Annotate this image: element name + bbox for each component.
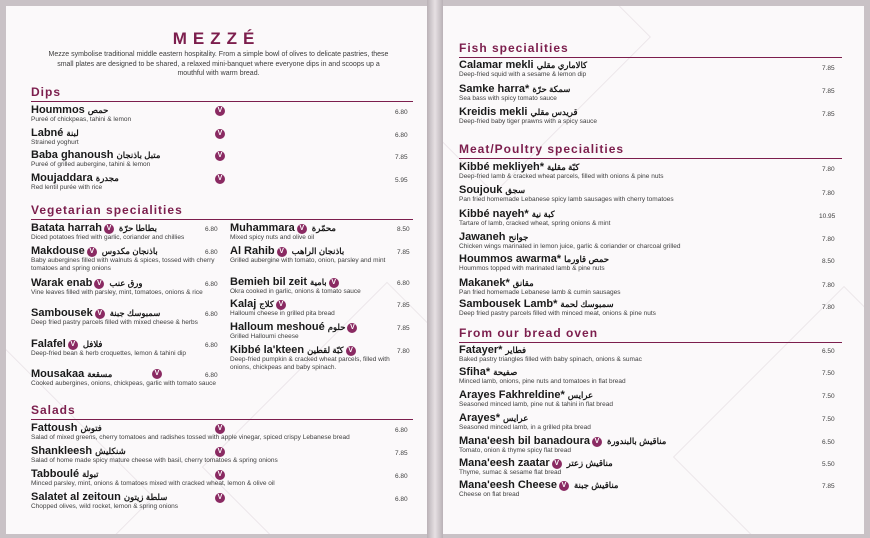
item-description: Tartare of lamb, cracked wheat, spring onions & mint [459, 220, 611, 227]
item-arabic: صفيحة [493, 367, 518, 377]
item-name: Kibbé nayeh* [459, 208, 529, 220]
section-divider [31, 101, 413, 102]
item-name: Hoummos [31, 104, 85, 116]
menu-item [459, 161, 809, 181]
item-arabic: مجدرة [95, 173, 119, 183]
vegetarian-icon: V [215, 447, 225, 457]
menu-item [31, 149, 381, 169]
vegetarian-icon: V [215, 470, 225, 480]
item-description: Pan fried homemade Lebanese lamb & cumin sausages [459, 289, 621, 296]
item-description: Pureé of chickpeas, tahini & lemon [31, 116, 132, 123]
item-arabic: عرايس [502, 413, 529, 423]
item-description: Okra cooked in garlic, onions & tomato sauce [230, 288, 361, 295]
item-arabic: بطاطا حرّة [118, 223, 157, 233]
item-price: 5.50 [822, 461, 835, 468]
item-description: Halloumi cheese in grilled pita bread [230, 310, 335, 317]
menu-item [459, 208, 809, 228]
menu-item [230, 276, 405, 296]
item-arabic: تبولة [82, 469, 99, 479]
item-price: 6.80 [395, 427, 408, 434]
item-description: Deep-fried baby tiger prawns with a spicy sauce [459, 118, 598, 125]
item-arabic: كالاماري مقلي [536, 60, 588, 70]
book-spine [427, 0, 443, 538]
item-price: 6.50 [822, 439, 835, 446]
item-description: Strained yoghurt [31, 139, 79, 146]
vegetarian-icon: V [276, 300, 286, 310]
item-arabic: كلاج [259, 299, 274, 309]
right-menu-page [443, 6, 864, 534]
vegetarian-icon: V [346, 346, 356, 356]
menu-item [31, 307, 221, 327]
item-price: 6.80 [395, 132, 408, 139]
vegetarian-icon: V [215, 106, 225, 116]
item-name: Arayes Fakhreldine* [459, 389, 565, 401]
item-arabic: قريدس مقلي [530, 107, 578, 117]
item-price: 6.80 [205, 249, 218, 256]
vegetarian-icon: V [215, 493, 225, 503]
item-name: Samke harra* [459, 83, 530, 95]
item-name: Kalaj [230, 298, 257, 310]
menu-item [230, 298, 405, 318]
item-name: Batata harrah [31, 222, 102, 234]
item-price: 7.80 [822, 282, 835, 289]
item-arabic: شنكليش [95, 446, 126, 456]
dips-heading: Dips [31, 85, 62, 99]
item-description: Grilled Halloumi cheese [230, 333, 299, 340]
item-description: Thyme, sumac & sesame flat bread [459, 469, 562, 476]
item-price: 7.85 [822, 111, 835, 118]
item-price: 7.85 [822, 65, 835, 72]
vegetarian-icon: V [215, 174, 225, 184]
item-name: Fatayer* [459, 344, 503, 356]
item-arabic: متبل باذنجان [116, 150, 161, 160]
menu-item [459, 184, 809, 204]
item-description: Tomato, onion & thyme spicy flat bread [459, 447, 572, 454]
item-arabic: سلطة زيتون [123, 492, 168, 502]
item-name: Arayes* [459, 412, 500, 424]
vegetarian-icon: V [152, 369, 162, 379]
section-divider [459, 342, 842, 343]
menu-item [459, 344, 809, 364]
item-name: Moujaddara [31, 172, 93, 184]
item-arabic: ورق عنب [109, 278, 143, 288]
menu-item [230, 321, 405, 341]
vegetarian-icon: V [215, 151, 225, 161]
item-arabic: عرايس [567, 390, 594, 400]
item-description: Deep fried pastry parcels filled with mixed cheese & herbs [31, 319, 198, 326]
item-description: Minced parsley, mint, onions & tomatoes mixed with cracked wheat, lemon & olive oil [31, 480, 275, 487]
item-arabic: سمبوسك لحمة [560, 299, 614, 309]
vegetarian-icon: V [104, 224, 114, 234]
item-description: Deep-fried squid with a sesame & lemon dip [459, 71, 587, 78]
item-price: 6.80 [395, 473, 408, 480]
item-name: Al Rahib [230, 245, 275, 257]
item-name: Calamar mekli [459, 59, 534, 71]
item-price: 7.50 [822, 370, 835, 377]
item-price: 8.50 [822, 258, 835, 265]
item-name: Muhammara [230, 222, 295, 234]
item-arabic: سجق [505, 185, 526, 195]
item-name: Soujouk [459, 184, 503, 196]
item-price: 7.85 [397, 249, 410, 256]
item-description: Deep-fried bean & herb croquettes, lemon & tahini dip [31, 350, 187, 357]
menu-item [31, 104, 381, 124]
item-price: 6.80 [205, 372, 218, 379]
menu-item [31, 127, 381, 147]
item-price: 7.85 [395, 450, 408, 457]
item-arabic: فطاير [505, 345, 527, 355]
item-name: Makdouse [31, 245, 85, 257]
menu-item [459, 231, 809, 251]
section-divider [459, 158, 842, 159]
vegetarian-icon: V [215, 129, 225, 139]
item-arabic: بامية [310, 277, 327, 287]
item-arabic: مسقعة [87, 369, 113, 379]
item-name: Kibbé la'kteen [230, 344, 305, 356]
vegetarian-icon: V [68, 340, 78, 350]
section-divider [31, 219, 413, 220]
bread-heading: From our bread oven [459, 326, 599, 340]
item-name: Sambousek [31, 307, 93, 319]
item-description: Cooked aubergines, onions, chickpeas, garlic with tomato sauce [31, 380, 216, 387]
menu-item [459, 479, 809, 499]
menu-item [31, 422, 381, 442]
menu-item [459, 366, 809, 386]
menu-item [459, 253, 809, 273]
item-price: 10.95 [819, 213, 836, 220]
item-name: Fattoush [31, 422, 78, 434]
item-description: Cheese on flat bread [459, 491, 520, 498]
vegetarian-icon: V [87, 247, 97, 257]
item-arabic: كبّة لقطين [307, 345, 344, 355]
item-description: Deep-fried lamb & cracked wheat parcels, filled with onions & pine nuts [459, 173, 664, 180]
item-price: 7.50 [822, 393, 835, 400]
item-name: Shankleesh [31, 445, 93, 457]
menu-item [459, 412, 809, 432]
item-arabic: جوانح [508, 232, 529, 242]
item-price: 7.80 [822, 190, 835, 197]
left-menu-page [6, 6, 427, 534]
menu-item [459, 59, 809, 79]
section-divider [459, 57, 842, 58]
item-price: 7.80 [397, 348, 410, 355]
item-arabic: مناقيش زعتر [566, 458, 613, 468]
item-price: 7.50 [822, 416, 835, 423]
item-price: 6.80 [395, 496, 408, 503]
item-name: Bemieh bil zeit [230, 276, 308, 288]
menu-item [31, 245, 221, 272]
vegetarian-icon: V [95, 309, 105, 319]
item-name: Mana'eesh bil banadoura [459, 435, 590, 447]
item-description: Chicken wings marinated in lemon juice, garlic & coriander or charcoal grilled [459, 243, 681, 250]
menu-item [459, 106, 809, 126]
menu-item [459, 389, 809, 409]
item-price: 7.80 [822, 166, 835, 173]
vegetarian-icon: V [94, 279, 104, 289]
item-description: Pureé of grilled aubergine, tahini & lemon [31, 161, 151, 168]
item-description: Seasoned minced lamb, in a grilled pita bread [459, 424, 591, 431]
item-name: Kreidis mekli [459, 106, 528, 118]
fish-heading: Fish specialities [459, 41, 569, 55]
menu-item [31, 445, 381, 465]
item-price: 6.80 [205, 342, 218, 349]
item-arabic: محمّرة [311, 223, 336, 233]
item-price: 7.85 [397, 302, 410, 309]
menu-item [459, 277, 809, 297]
item-price: 6.80 [397, 280, 410, 287]
item-arabic: فتوش [80, 423, 102, 433]
item-arabic: فلافل [82, 339, 103, 349]
item-price: 6.80 [205, 226, 218, 233]
item-name: Mana'eesh zaatar [459, 457, 550, 469]
menu-item [31, 277, 221, 297]
item-description: Salad of mixed greens, cherry tomatoes and radishes tossed with apple vinegar, spiced crispy Lebanese bread [31, 434, 350, 441]
menu-item [459, 457, 809, 477]
item-description: Grilled aubergine with tomato, onion, parsley and mint [230, 257, 386, 264]
item-description: Red lentil purée with rice [31, 184, 103, 191]
item-price: 7.80 [822, 236, 835, 243]
item-description: Hoummos topped with marinated lamb & pine nuts [459, 265, 605, 272]
item-description: Diced potatoes fried with garlic, coriander and chillies [31, 234, 185, 241]
item-description: Chopped olives, wild rocket, lemon & spring onions [31, 503, 179, 510]
menu-item [230, 344, 405, 371]
item-name: Labné [31, 127, 64, 139]
item-price: 6.80 [395, 109, 408, 116]
item-price: 7.80 [822, 304, 835, 311]
item-price: 6.50 [822, 348, 835, 355]
vegetarian-heading: Vegetarian specialities [31, 203, 183, 217]
vegetarian-icon: V [559, 481, 569, 491]
vegetarian-icon: V [329, 278, 339, 288]
item-arabic: كبّة مقلية [546, 162, 580, 172]
item-name: Baba ghanoush [31, 149, 114, 161]
item-price: 8.50 [397, 226, 410, 233]
menu-item [31, 491, 381, 511]
item-name: Warak enab [31, 277, 93, 289]
item-name: Makanek* [459, 277, 510, 289]
item-arabic: حمص [87, 105, 109, 115]
item-name: Halloum meshoué [230, 321, 325, 333]
menu-item [459, 298, 809, 318]
item-name: Mana'eesh Cheese [459, 479, 557, 491]
item-price: 6.80 [205, 281, 218, 288]
section-divider [31, 419, 413, 420]
item-description: Minced lamb, onions, pine nuts and tomatoes in flat bread [459, 378, 626, 385]
menu-item [230, 245, 405, 265]
menu-item [459, 435, 809, 455]
menu-item [459, 83, 809, 103]
item-name: Jawaneh [459, 231, 506, 243]
item-description: Deep-fried pumpkin & cracked wheat parcels, filled with onions, chickpeas and baby spinach. [230, 356, 390, 371]
item-price: 7.85 [822, 88, 835, 95]
item-arabic: لبنة [66, 128, 79, 138]
item-description: Baby aubergines filled with walnuts & spices, tossed with cherry tomatoes and spring onions [31, 257, 215, 272]
item-price: 7.85 [822, 483, 835, 490]
menu-item [31, 222, 221, 242]
salads-heading: Salads [31, 403, 76, 417]
item-description: Seasoned minced lamb, pine nut & tahini in flat bread [459, 401, 613, 408]
item-name: Hoummos awarma* [459, 253, 562, 265]
mezze-intro: Mezze symbolise traditional middle eastern hospitality. From a simple bowl of olives to delicate pastries, these small plates are designed to be shared, a relaxed mini-banquet where everyone dips in and scoops up a mouthful with warm bread. [48, 51, 389, 77]
item-price: 6.80 [205, 311, 218, 318]
vegetarian-icon: V [592, 437, 602, 447]
item-price: 5.95 [395, 177, 408, 184]
menu-item [31, 368, 221, 388]
item-arabic: حمص قاورما [564, 254, 610, 264]
menu-item [230, 222, 405, 242]
item-name: Mousakaa [31, 368, 85, 380]
vegetarian-icon: V [215, 424, 225, 434]
item-arabic: مقانق [512, 278, 534, 288]
item-name: Sambousek Lamb* [459, 298, 558, 310]
menu-item [31, 172, 381, 192]
item-name: Sfiha* [459, 366, 491, 378]
vegetarian-icon: V [297, 224, 307, 234]
vegetarian-icon: V [347, 323, 357, 333]
menu-item [31, 338, 221, 358]
item-price: 7.85 [397, 325, 410, 332]
item-arabic: باذنجان الراهب [291, 246, 345, 256]
vegetarian-icon: V [552, 459, 562, 469]
item-name: Salatet al zeitoun [31, 491, 121, 503]
item-arabic: حلوم [327, 322, 346, 332]
item-arabic: مناقيش بالبندورة [606, 436, 667, 446]
item-arabic: كبة نية [531, 209, 555, 219]
vegetarian-icon: V [277, 247, 287, 257]
item-name: Falafel [31, 338, 66, 350]
item-price: 7.85 [395, 154, 408, 161]
item-arabic: سمبوسك جبنة [109, 308, 161, 318]
item-description: Salad of home made spicy mature cheese with basil, cherry tomatoes & spring onions [31, 457, 278, 464]
item-description: Sea bass with spicy tomato sauce [459, 95, 557, 102]
item-description: Mixed spicy nuts and olive oil [230, 234, 315, 241]
item-description: Vine leaves filled with parsley, mint, tomatoes, onions & rice [31, 289, 203, 296]
item-description: Baked pastry triangles filled with baby spinach, onions & sumac [459, 356, 642, 363]
item-description: Deep fried pastry parcels filled with minced meat, onions & pine nuts [459, 310, 656, 317]
item-arabic: مناقيش جبنة [574, 480, 619, 490]
item-description: Pan fried homemade Lebanese spicy lamb sausages with cherry tomatoes [459, 196, 674, 203]
item-arabic: سمكة حرّة [532, 84, 571, 94]
item-name: Kibbé mekliyeh* [459, 161, 544, 173]
item-name: Tabboulé [31, 468, 80, 480]
item-arabic: باذنجان مكدوس [101, 246, 158, 256]
meat-heading: Meat/Poultry specialities [459, 142, 625, 156]
mezze-title: MEZZÉ [172, 29, 261, 48]
menu-item [31, 468, 381, 488]
